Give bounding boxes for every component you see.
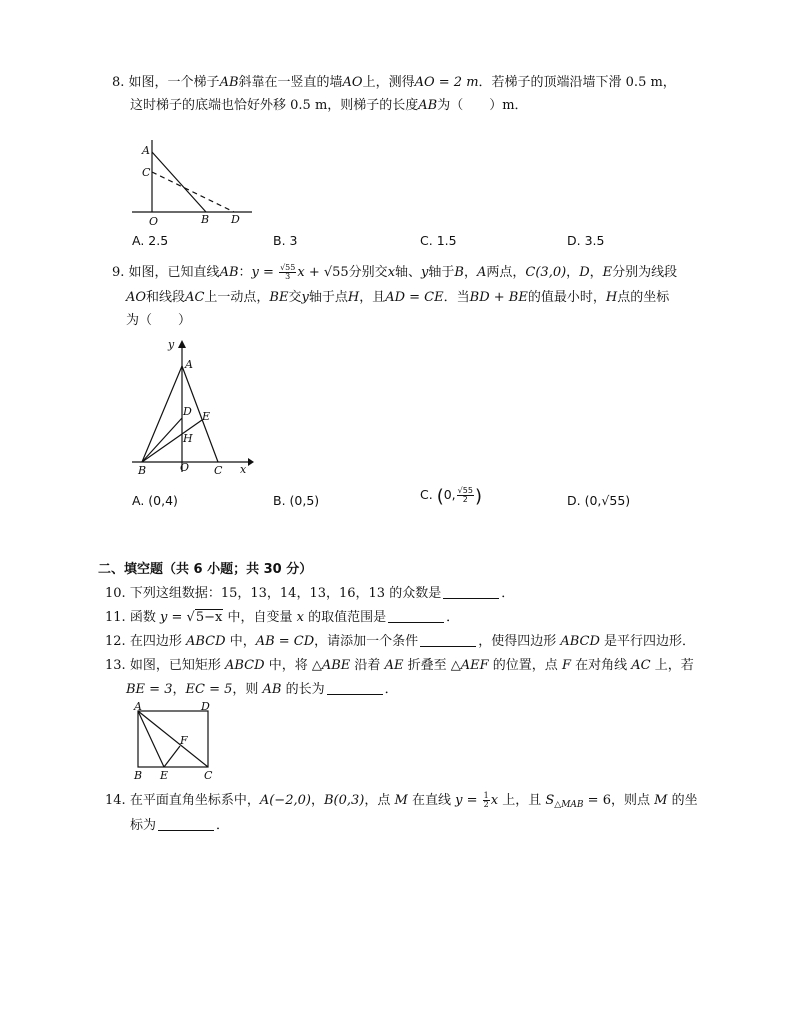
q9-coordinate-figure	[128, 336, 258, 486]
q14-line1: 14. 在平面直角坐标系中，A(−2,0)，B(0,3)，点 M 在直线 y = $\frac{1}{2}$ x 上，且 $S_{\triangle MAB} = 6$，则点 M 的坐	[105, 791, 698, 810]
q13-line1: 13. 如图，已知矩形 ABCD 中，将 △ABE 沿着 AE 折叠至 △AEF 的位置，点 F 在对角线 AC 上，若	[105, 658, 694, 673]
q10-answer-blank[interactable]	[443, 586, 499, 599]
q9-label-d: D	[183, 405, 192, 418]
q9-option-a[interactable]: A. (0,4)	[132, 493, 178, 508]
q9-label-h: H	[183, 432, 193, 445]
q13-diagonal-ac	[138, 711, 208, 767]
q13-segment-ae	[138, 711, 164, 767]
q13-segment-ef	[164, 746, 180, 767]
q14-number: 14.	[105, 793, 126, 808]
q8-ladder-figure	[128, 132, 258, 232]
q8-option-b[interactable]: B. 3	[273, 233, 298, 248]
q8-number: 8.	[112, 75, 125, 90]
q9-option-c[interactable]: C. (0, $\frac{√55}{2}$ )	[420, 486, 482, 507]
q13-label-f: F	[180, 734, 188, 747]
q9-x-arrow	[248, 458, 254, 466]
q10-line: 10. 下列这组数据：15，13，14，13，16，13 的众数是 ．	[105, 586, 515, 601]
q12-number: 12.	[105, 634, 126, 649]
q12-line: 12. 在四边形 ABCD 中，AB = CD，请添加一个条件 ，使得四边形 ABCD 是平行四边形．	[105, 634, 696, 649]
q11-number: 11.	[105, 610, 126, 625]
q9-label-x: x	[240, 463, 247, 476]
q9-label-o: O	[180, 461, 190, 474]
q9-line3: 为（ ）	[126, 313, 192, 328]
q9-number: 9.	[112, 265, 125, 280]
q8-line1: 8. 如图，一个梯子AB斜靠在一竖直的墙AO上，测得AO = 2 m．若梯子的顶端沿墙下滑 0.5 m，	[112, 75, 676, 90]
q9-line1: 9. 如图，已知直线AB：y = $\frac{√55}{3}$ x + √55分别交x轴、y轴于B，A两点，C(3,0)，D，E分别为线段	[112, 263, 678, 281]
q8-label-d: D	[231, 213, 240, 226]
q8-line2: 这时梯子的底端也恰好外移 0.5 m，则梯子的长度AB为（ ）m．	[130, 98, 528, 113]
q9-label-y: y	[168, 338, 175, 351]
q13-label-c: C	[204, 769, 213, 782]
q12-answer-blank[interactable]	[420, 634, 476, 647]
q9-segment-bd	[142, 418, 182, 462]
q13-line2: BE = 3，EC = 5，则 AB 的长为 ．	[126, 682, 398, 697]
q11-line: 11. 函数 y = √5−x 中，自变量 x 的取值范围是 ．	[105, 610, 460, 625]
q9-label-a: A	[185, 358, 193, 371]
q13-label-b: B	[134, 769, 143, 782]
section-fill-in-heading: 二、填空题（共 6 小题；共 30 分）	[98, 562, 313, 577]
q13-label-a: A	[134, 700, 142, 713]
q13-answer-blank[interactable]	[327, 682, 383, 695]
q9-line2: AO和线段AC上一动点，BE交y轴于点H，且AD = CE．当BD + BE的值最小时，H点的坐标	[126, 290, 670, 305]
q8-ladder-ab	[152, 152, 206, 212]
q10-number: 10.	[105, 586, 126, 601]
q13-number: 13.	[105, 658, 126, 673]
q8-label-c: C	[142, 166, 151, 179]
q14-line2: 标为 ．	[130, 818, 230, 833]
q8-option-a[interactable]: A. 2.5	[132, 233, 169, 248]
q8-label-o: O	[149, 215, 159, 228]
q8-option-d[interactable]: D. 3.5	[567, 233, 605, 248]
q8-label-b: B	[201, 213, 210, 226]
q11-answer-blank[interactable]	[388, 610, 444, 623]
q13-label-e: E	[160, 769, 169, 782]
q9-label-e: E	[202, 410, 211, 423]
q8-label-a: A	[142, 144, 150, 157]
q8-option-c[interactable]: C. 1.5	[420, 233, 457, 248]
q9-slope-fraction: $\frac{√55}{3}$	[280, 263, 296, 281]
q9-option-b[interactable]: B. (0,5)	[273, 493, 320, 508]
q14-answer-blank[interactable]	[158, 818, 214, 831]
q9-label-c: C	[214, 464, 223, 477]
q14-slope-fraction: $\frac{1}{2}$	[483, 791, 489, 809]
q9-y-arrow	[178, 340, 186, 348]
q9-option-d[interactable]: D. (0,√55)	[567, 493, 631, 508]
q13-rectangle-figure	[128, 702, 218, 782]
q9-label-b: B	[138, 464, 147, 477]
q13-label-d: D	[201, 700, 210, 713]
q8-ladder-cd	[152, 172, 234, 212]
